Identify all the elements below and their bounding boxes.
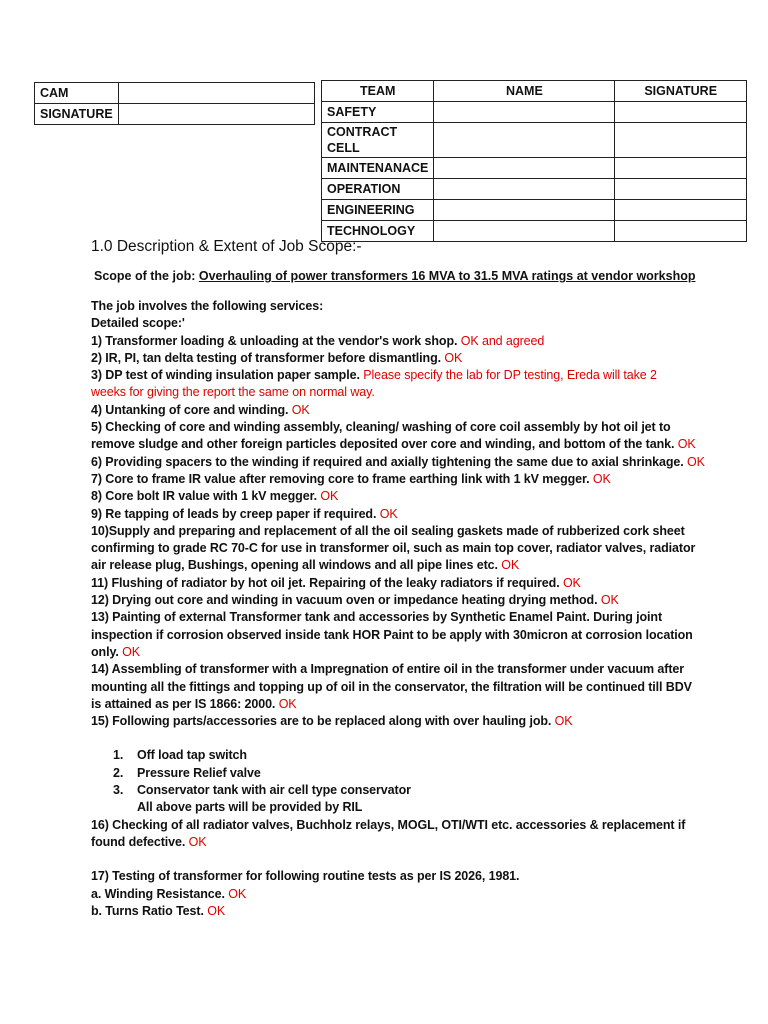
- scope-item-line: [91, 696, 691, 713]
- item-remark: OK: [320, 489, 339, 504]
- scope-item-line: [91, 627, 691, 644]
- item-remark: OK: [278, 696, 297, 711]
- item-remark: OK: [686, 454, 705, 469]
- team-cell: TECHNOLOGY: [322, 221, 434, 242]
- item-remark: OK: [600, 593, 619, 608]
- signature-cell: [615, 179, 747, 200]
- intro-line: The job involves the following services:: [91, 299, 324, 313]
- signature-cell: [615, 200, 747, 221]
- item-text: 11) Flushing of radiator by hot oil jet. Repairing of the leaky radiators if required.: [91, 575, 563, 590]
- scope-item-line: [91, 868, 691, 885]
- scope-item-line: [91, 333, 691, 350]
- item-remark: OK: [188, 834, 207, 849]
- item-text: 12) Drying out core and winding in vacuum oven or impedance heating drying method.: [91, 593, 601, 608]
- team-cell: SAFETY: [322, 102, 434, 123]
- scope-items-list-2: [91, 817, 691, 852]
- item-text: 4) Untanking of core and winding.: [91, 402, 292, 417]
- item-text: 17) Testing of transformer for following routine tests as per IS 2026, 1981.: [91, 869, 520, 884]
- scope-item-line: [91, 557, 691, 574]
- item-remark: OK: [228, 886, 247, 901]
- signature-cell: [615, 158, 747, 179]
- item-text: 6) Providing spacers to the winding if required and axially tightening the same due to axial shrinkage.: [91, 454, 687, 469]
- item-text: only.: [91, 644, 123, 659]
- signature-cell: [615, 102, 747, 123]
- team-header: TEAM: [322, 81, 434, 102]
- scope-item-line: [91, 367, 691, 384]
- scope-item-line: [91, 384, 691, 401]
- item-remark: OK: [207, 903, 226, 918]
- scope-value: Overhauling of power transformers 16 MVA to 31.5 MVA ratings at vendor workshop: [198, 269, 696, 283]
- team-cell: ENGINEERING: [322, 200, 434, 221]
- list-item: [91, 765, 691, 782]
- name-cell: [434, 179, 615, 200]
- signature-label: SIGNATURE: [35, 104, 119, 125]
- table-row: [322, 221, 747, 242]
- scope-item-line: [91, 661, 691, 678]
- table-row: [322, 179, 747, 200]
- signature-header: SIGNATURE: [615, 81, 747, 102]
- item-text: mounting all the fittings and topping up of oil in the conservator, the filtration will be continued till BDV: [91, 679, 692, 694]
- sublist-note: All above parts will be provided by RIL: [137, 800, 363, 815]
- item-remark: OK: [592, 471, 611, 486]
- list-number: 3.: [113, 783, 124, 798]
- scope-item-line: [91, 609, 691, 626]
- list-text: Pressure Relief valve: [137, 765, 261, 780]
- item-text: found defective.: [91, 834, 189, 849]
- scope-label: Scope of the job:: [94, 269, 199, 283]
- item-remark: OK: [562, 575, 581, 590]
- signature-cell: [615, 123, 747, 158]
- team-signoff-table: [321, 80, 747, 242]
- item-remark: Please specify the lab for DP testing, Ereda will take 2: [363, 368, 657, 383]
- item-text: 5) Checking of core and winding assembly, cleaning/ washing of core coil assembly by hot oil jet to: [91, 420, 671, 435]
- item-remark: OK and agreed: [460, 333, 545, 348]
- cam-value: [118, 83, 314, 104]
- scope-item-line: [91, 679, 691, 696]
- scope-item-line: [91, 506, 691, 523]
- scope-item-line: [91, 592, 691, 609]
- scope-item-line: [91, 886, 691, 903]
- team-cell: MAINTENANACE: [322, 158, 434, 179]
- scope-item-line: [91, 575, 691, 592]
- cam-label: CAM: [35, 83, 119, 104]
- replacement-parts-list: [91, 747, 691, 799]
- item-remark: OK: [122, 644, 140, 659]
- table-row: [322, 123, 747, 158]
- team-cell: CONTRACT CELL: [322, 123, 434, 158]
- name-cell: [434, 200, 615, 221]
- table-row: [322, 158, 747, 179]
- item-remark: OK: [444, 350, 463, 365]
- item-text: 13) Painting of external Transformer tank and accessories by Synthetic Enamel Paint. During joint: [91, 610, 663, 625]
- job-scope-body: [91, 298, 705, 920]
- scope-item-line: [91, 903, 691, 920]
- signature-value: [118, 104, 314, 125]
- routine-tests-list: [91, 868, 691, 920]
- item-text: inspection if corrosion observed inside tank HOR Paint to be apply with 30micron at corrosion location: [91, 627, 693, 642]
- list-item: [91, 747, 691, 764]
- scope-item-line: [91, 713, 691, 730]
- table-row: [322, 102, 747, 123]
- item-remark: weeks for giving the report the same on normal way.: [91, 385, 375, 400]
- scope-item-line: [91, 419, 691, 436]
- item-text: 7) Core to frame IR value after removing core to frame earthing link with 1 kV megger.: [91, 471, 593, 486]
- item-text: 3) DP test of winding insulation paper sample.: [91, 368, 364, 383]
- table-header-row: [322, 81, 747, 102]
- scope-item-line: [91, 436, 696, 453]
- section-heading: 1.0 Description & Extent of Job Scope:-: [91, 238, 362, 255]
- item-text: 2) IR, PI, tan delta testing of transformer before dismantling.: [91, 350, 445, 365]
- item-remark: OK: [291, 402, 310, 417]
- scope-item-line: [91, 471, 691, 488]
- item-text: is attained as per IS 1866: 2000.: [91, 696, 279, 711]
- item-text: b. Turns Ratio Test.: [91, 903, 208, 918]
- name-header: NAME: [434, 81, 615, 102]
- scope-of-job: [94, 269, 695, 283]
- table-row: [322, 200, 747, 221]
- item-text: 8) Core bolt IR value with 1 kV megger.: [91, 489, 321, 504]
- scope-item-line: [91, 454, 705, 471]
- item-text: remove sludge and other foreign particles deposited over core and winding, and bottom of the tank.: [91, 437, 678, 452]
- scope-item-line: [91, 834, 691, 851]
- intro-line: Detailed scope:': [91, 316, 185, 331]
- list-text: Conservator tank with air cell type conservator: [137, 783, 411, 798]
- item-text: 14) Assembling of transformer with a Impregnation of entire oil in the transformer under vacuum after: [91, 662, 685, 677]
- scope-item-line: [91, 350, 691, 367]
- item-text: 9) Re tapping of leads by creep paper if required.: [91, 506, 380, 521]
- scope-item-line: [91, 644, 691, 661]
- name-cell: [434, 123, 615, 158]
- list-number: 1.: [113, 748, 124, 763]
- item-remark: OK: [677, 437, 696, 452]
- scope-item-line: [91, 402, 691, 419]
- scope-item-line: [91, 488, 691, 505]
- item-remark: OK: [554, 714, 573, 729]
- item-text: air release plug, Bushings, opening all windows and all pipe lines etc.: [91, 558, 502, 573]
- scope-item-line: [91, 817, 691, 834]
- item-text: a. Winding Resistance.: [91, 886, 229, 901]
- cam-signature-table: [34, 82, 315, 125]
- table-row: [35, 104, 315, 125]
- name-cell: [434, 221, 615, 242]
- scope-item-line: [91, 523, 691, 540]
- signature-cell: [615, 221, 747, 242]
- name-cell: [434, 158, 615, 179]
- list-number: 2.: [113, 765, 124, 780]
- scope-item-line: [91, 540, 696, 557]
- item-text: confirming to grade RC 70-C for use in transformer oil, such as main top cover, radiator valves, radiator: [91, 541, 696, 556]
- list-item: [91, 782, 691, 799]
- list-text: Off load tap switch: [137, 748, 247, 763]
- item-remark: OK: [379, 506, 398, 521]
- team-cell: OPERATION: [322, 179, 434, 200]
- name-cell: [434, 102, 615, 123]
- scope-items-list: [91, 333, 705, 731]
- item-text: 10)Supply and preparing and replacement of all the oil sealing gaskets made of rubberized cork sheet: [91, 523, 685, 538]
- item-text: 1) Transformer loading & unloading at the vendor's work shop.: [91, 333, 461, 348]
- item-remark: OK: [501, 558, 520, 573]
- table-row: [35, 83, 315, 104]
- item-text: 16) Checking of all radiator valves, Buchholz relays, MOGL, OTI/WTI etc. accessories & replacement if: [91, 817, 686, 832]
- item-text: 15) Following parts/accessories are to be replaced along with over hauling job.: [91, 714, 555, 729]
